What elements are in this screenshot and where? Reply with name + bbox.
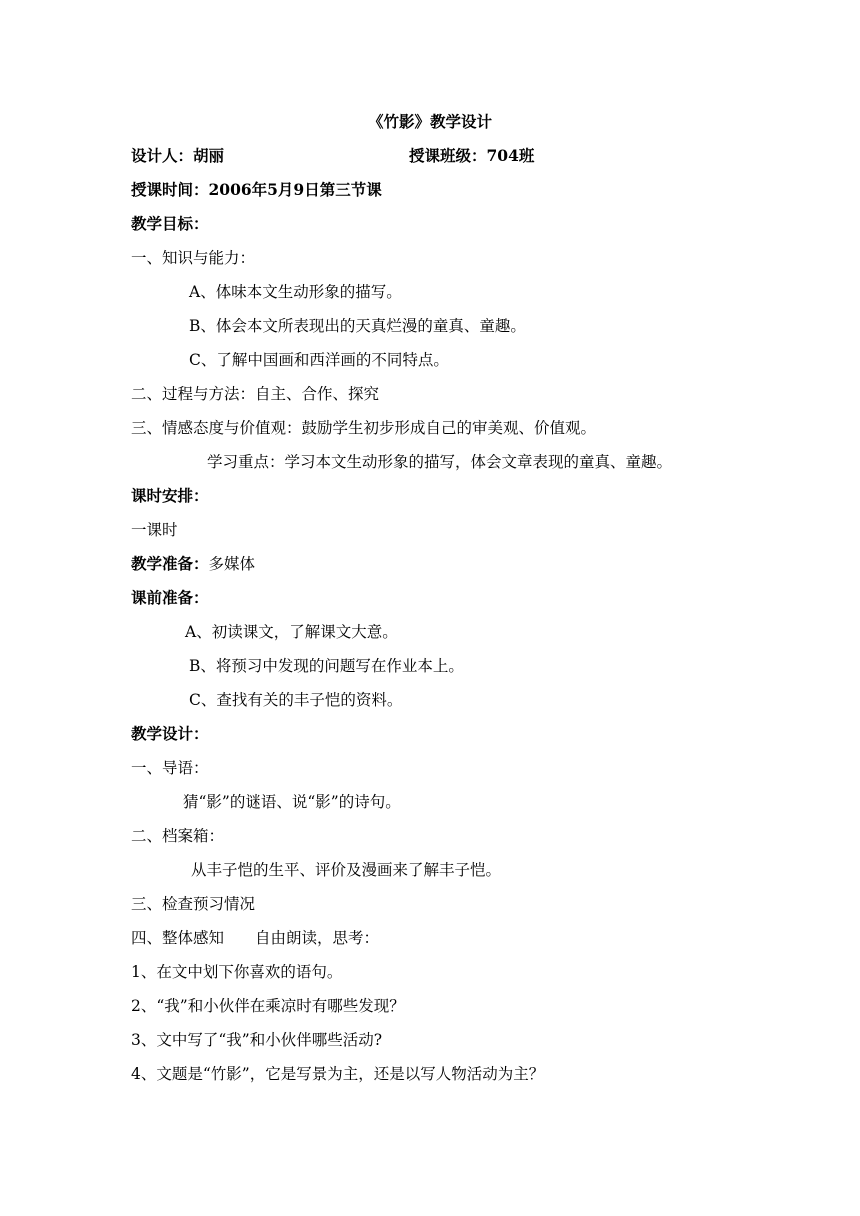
- time-label: 授课时间：2006年5月9日第三节课: [131, 180, 382, 199]
- step2: 二、档案箱：: [131, 827, 225, 845]
- goal1-c: C、了解中国画和西洋画的不同特点。: [189, 351, 449, 369]
- preclass-heading: 课前准备：: [131, 588, 209, 607]
- step2-detail: 从丰子恺的生平、评价及漫画来了解丰子恺。: [191, 861, 502, 879]
- prep-value: 多媒体: [208, 555, 256, 573]
- prep-line: [131, 554, 255, 574]
- preclass-b: B、将预习中发现的问题写在作业本上。: [189, 657, 464, 675]
- class-label: 授课班级：704班: [409, 146, 535, 165]
- step3: 三、检查预习情况: [131, 895, 256, 913]
- step1-detail: 猜“影”的谜语、说“影”的诗句。: [183, 793, 401, 811]
- preclass-c: C、查找有关的丰子恺的资料。: [189, 691, 403, 709]
- focus-text: 学习重点：学习本文生动形象的描写，体会文章表现的童真、童趣。: [207, 453, 673, 471]
- designer-label: 设计人：胡丽: [131, 146, 225, 165]
- goal3: 三、情感态度与价值观：鼓励学生初步形成自己的审美观、价值观。: [131, 419, 597, 437]
- schedule-value: 一课时: [131, 521, 178, 539]
- goal1-b: B、体会本文所表现出的天真烂漫的童真、童趣。: [189, 317, 526, 335]
- question-1: 1、在文中划下你喜欢的语句。: [131, 963, 343, 981]
- design-heading: 教学设计：: [131, 724, 209, 743]
- question-2: 2、“我”和小伙伴在乘凉时有哪些发现？: [131, 997, 405, 1015]
- question-3: 3、文中写了“我”和小伙伴哪些活动?: [131, 1031, 383, 1049]
- goal2: 二、过程与方法：自主、合作、探究: [131, 385, 380, 403]
- document-title: 《竹影》教学设计: [367, 112, 492, 131]
- step4: 四、整体感知 自由朗读，思考：: [131, 929, 380, 947]
- question-4: 4、文题是“竹影”，它是写景为主，还是以写人物活动为主？: [131, 1065, 545, 1083]
- step1: 一、导语：: [131, 759, 209, 777]
- preclass-a: A、初读课文，了解课文大意。: [185, 623, 398, 641]
- schedule-heading: 课时安排：: [131, 486, 209, 505]
- prep-label: 教学准备：: [131, 554, 209, 573]
- goals-heading: 教学目标：: [131, 214, 209, 233]
- goal1-heading: 一、知识与能力：: [131, 249, 256, 267]
- goal1-a: A、体味本文生动形象的描写。: [189, 283, 402, 301]
